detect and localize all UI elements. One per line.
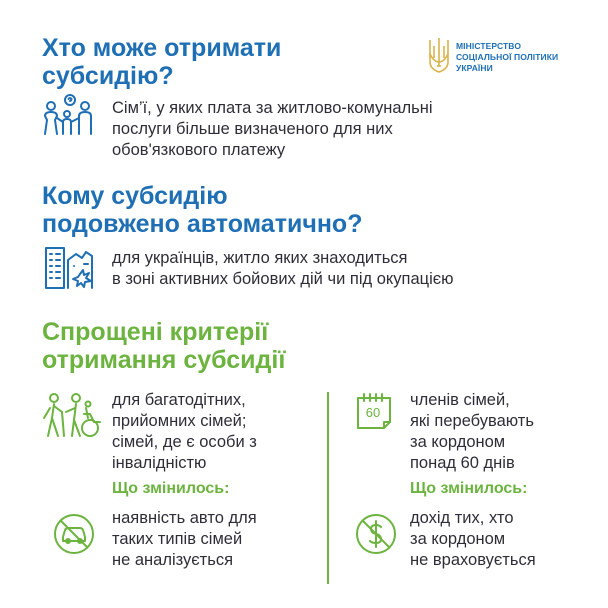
left-criteria-line3: сімей, де є особи з (112, 433, 257, 451)
section3-title (42, 318, 285, 374)
right-change-line2: за кордоном (410, 530, 506, 548)
left-criteria-text (112, 390, 257, 474)
no-car-icon (52, 512, 96, 556)
left-change-line1: наявність авто для (112, 509, 257, 527)
right-criteria-line4: понад 60 днів (410, 454, 515, 472)
section1-text-line1: Сім’ї, у яких плата за житлово-комунальні (112, 99, 433, 117)
section2-text-line2: в зоні активних бойових дій чи під окупацією (112, 270, 454, 288)
section3-title-line1: Спрощені критерії (42, 318, 269, 346)
right-changed-label: Що змінилось: (410, 480, 528, 497)
family-icon (42, 94, 104, 138)
section2-title (42, 182, 362, 238)
section3-title-line2: отримання субсидії (42, 346, 286, 374)
section2-text-line1: для українців, житло яких знаходиться (112, 249, 408, 267)
column-divider (327, 392, 329, 584)
ministry-name-line2: СОЦІАЛЬНОЇ ПОЛІТИКИ (456, 52, 559, 62)
assisted-person-wheelchair-icon (42, 392, 104, 438)
section1-text-line2: послуги більше визначеного для них (112, 120, 393, 138)
right-criteria-line1: членів сімей, (410, 391, 510, 409)
right-criteria-line2: які перебувають (410, 412, 534, 430)
trident-icon (428, 36, 450, 74)
left-criteria-line2: прийомних сімей; (112, 412, 247, 430)
left-change-line2: таких типів сімей (112, 530, 243, 548)
right-change-text (410, 508, 536, 571)
right-criteria-line3: за кордоном (410, 433, 506, 451)
calendar-60-icon (352, 392, 396, 432)
no-dollar-icon (354, 512, 398, 556)
left-change-line3: не аналізується (112, 551, 234, 569)
section2-text (112, 248, 454, 290)
left-criteria-line1: для багатодітних, (112, 391, 246, 409)
section2-title-line1: Кому субсидію (42, 182, 228, 210)
section1-text-line3: обов'язкового платежу (112, 141, 286, 159)
left-changed-label: Що змінилось: (112, 480, 230, 497)
right-change-line3: не враховується (410, 551, 536, 569)
section1-title-line2: субсидію? (42, 62, 174, 90)
left-criteria-line4: інвалідністю (112, 454, 207, 472)
calendar-number: 60 (365, 405, 381, 420)
ministry-name-line3: УКРАЇНИ (456, 63, 493, 73)
section1-title-line1: Хто може отримати (42, 34, 282, 62)
left-change-text (112, 508, 257, 571)
right-change-line1: дохід тих, хто (410, 509, 514, 527)
section2-title-line2: подовжено автоматично? (42, 210, 363, 238)
ministry-logo (428, 36, 578, 76)
ministry-name-line1: МІНІСТЕРСТВО (456, 41, 522, 51)
right-criteria-text (410, 390, 534, 474)
section1-title (42, 34, 281, 90)
damaged-buildings-icon (44, 244, 100, 290)
section1-text (112, 98, 433, 161)
